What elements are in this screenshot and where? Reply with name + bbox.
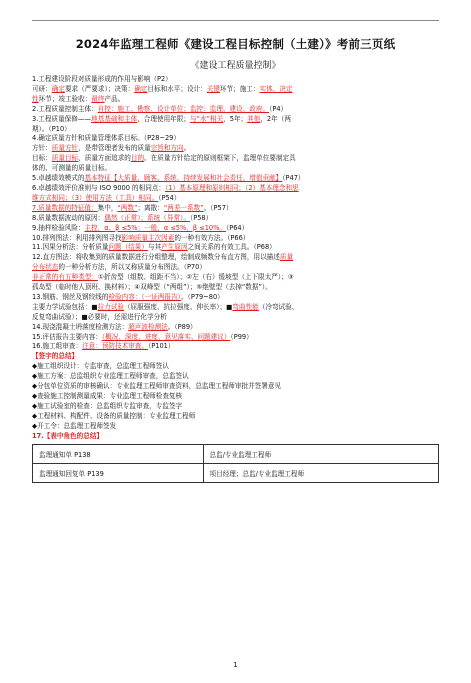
highlight-text: 其他 [247,114,261,123]
page-number: 1 [233,661,238,669]
text-span: 13.钢筋、钢丝及钢绞线的 [32,292,109,301]
text-span: 孤岛型（临时他人顶班、换材料）；④双峰型（“两组”）；⑤绝壁型（去掉“数据”）。 [32,283,272,292]
text-span: 3.工程质量保修—— [32,114,92,123]
text-line [32,224,439,234]
text-span: ◆施工试验室的检查：总监组织专监审查，专监签字 [32,401,183,410]
highlight-text: 问题（结果） [108,243,148,252]
text-span: 要求（严要求）；决策： [64,84,135,93]
text-span: 目标： [32,154,52,163]
text-span: ，是带管理者发布的质量 [78,144,151,153]
text-span: 。（P89） [167,322,197,331]
text-span: （P58） [189,213,213,222]
text-span: 集中， [97,203,118,212]
highlight-text: 实体、决定 [259,84,293,93]
text-span: （屈服强度、抗拉强度、伸长率）；■ [123,302,233,311]
highlight-text: 宗旨和方向 [150,144,184,153]
highlight-text: 自控：施工、勘察、设计单位；监控：监理、建设、政府。 [97,104,270,113]
text-line [32,372,439,382]
highlight-text: 偶然（正常）；系统（异常）。 [104,213,190,222]
text-span: 8.质量数据波动的原因： [32,213,105,222]
highlight-text: （1）基本原理和原则相同；（2）基本理念和思 [165,183,299,192]
text-line [32,134,439,144]
text-line [32,105,439,115]
text-span: 12.直方图法：将收集到的质量数据进行分组整理，绘制成频数分布直方图，用以描述 [32,253,280,262]
text-span: 。 [183,144,191,153]
text-span: ◆查验施工控制测量成果：专业监理工程师检查复核 [32,392,183,400]
text-span: 4.确定质量方针和质量管理体系目标。（P28~29） [32,134,180,143]
text-line [32,313,439,323]
highlight-text: （概况、深度、进度、意见落实、问题建议） [101,332,231,341]
text-span: （P64） [225,223,249,232]
text-span: 10.排列图法：利用排列图寻找 [32,233,122,242]
text-span: ◆分包单位资质的审核确认：专业监理工程师审查资料，总监理工程师审批并签署意见 [32,382,282,391]
highlight-text: 关键 [206,84,220,93]
text-span: 环节；施工： [219,84,260,93]
text-line [32,194,439,204]
highlight-text: 与“水”相关 [189,114,224,123]
highlight-text: 确定 [134,84,148,93]
text-span: ◆施工方案：总监组织专业监理工程师审查，总监签认 [32,372,189,381]
highlight-text: 质量 [279,253,294,262]
text-span: 15.评估报告主要内容： [32,332,102,341]
text-line [32,422,439,432]
roles-table [32,444,439,483]
text-span: 主要力学试验包括：■ [32,302,98,311]
text-line [32,402,439,412]
doc-cell: 监理通知单 P138 [33,444,204,463]
text-line [32,154,439,164]
text-line [32,214,439,224]
text-span: （P101） [148,342,175,351]
text-line [32,95,439,105]
text-span: 。（P57） [203,203,233,212]
text-line [32,342,439,352]
highlight-text: “两差一系数” [163,203,204,212]
highlight-text: 拉力试验 [97,302,124,311]
text-span: 方针： [32,144,52,153]
role-cell: 总监/专业监理工程师 [203,444,438,463]
text-line [32,392,439,402]
highlight-text: 质量目标 [51,154,79,163]
text-span: 16.施工组审查： [32,342,83,351]
text-line [32,382,439,392]
text-span: ，合理使用年限； [137,114,190,123]
text-line [32,293,439,303]
text-span: 6.卓越绩效评价准则与 ISO 9000 的相同点： [32,183,165,192]
text-span: 环节；竣工验收： [38,94,92,103]
highlight-text: 产生原因 [161,243,188,252]
text-span: ；离散： [137,203,164,212]
highlight-text: 影响质量主次因素 [121,233,175,242]
highlight-text: 7.质量数据的特征值： [32,203,98,212]
text-span: 。在质量方针给定的原则框架下，监理单位要制定具 [144,154,296,163]
text-line [32,75,439,85]
text-line [32,234,439,244]
text-line [32,125,439,135]
text-span: ◆施工组织设计：专监审查，总监理工程师签认 [32,362,169,371]
text-span: （P54） [158,193,181,202]
highlight-text: 注意：预防技术审查。 [82,342,148,351]
text-span: 。（P79~80） [180,292,224,301]
text-span: 可研： [32,84,52,93]
text-span: 期）。（P10） [32,124,71,133]
text-span: 11.因果分析法：分析质量 [32,243,109,252]
text-span: 产品。 [104,94,125,103]
text-span: ◆开工令：总监理工程师签发 [32,421,117,430]
text-span: 2.工程质量控制主体： [32,104,98,113]
text-line [32,323,439,333]
document-subtitle: 《建设工程质量控制》 [190,61,281,71]
text-span: 反复弯曲试验）；■必要时，还需进行化学分析 [32,312,167,321]
text-span: 的一种分析方法，所以又称质量分布图法。（P70） [58,263,206,272]
text-span: ，2年（两 [260,114,291,123]
text-span: 14.现浇混凝土坍落度检测方法： [32,322,129,331]
text-span: （P4） [269,104,288,113]
text-span: 目标和水平；设计： [147,84,207,93]
text-span: 体的、可测量的质量目标。 [32,164,112,173]
text-line [32,243,439,253]
table-row [33,463,439,482]
text-line [32,184,439,194]
text-span: （P47） [282,174,305,183]
highlight-text: 地基基础和主体 [91,114,138,123]
text-line [32,253,439,263]
text-line [32,412,439,422]
document-title: 2024年监理工程师《建设工程目标控制（土建）》考前三页纸 [75,37,396,51]
text-line [32,362,439,372]
highlight-text: 非正常的有五种类型： [32,273,98,282]
highlight-text: 目的 [130,154,145,163]
text-span: ①折齿型（组数、组距不当）；②左（右）缓坡型（上下限太严）；③ [97,273,294,282]
text-line [32,144,439,154]
table-row [33,444,439,463]
highlight-text: 超声波检测法 [128,322,168,331]
highlight-text: 弯曲性能 [232,302,259,311]
text-span: 5.卓越绩效模式的 [32,174,85,183]
text-span: 1.工程建设阶段对质量形成的作用与影响（P2） [32,75,172,83]
text-line [32,432,439,442]
text-span: ，5年； [223,114,248,123]
highlight-text: 维方式相同；（3）使用方法（工具）相同。 [32,193,159,202]
text-line [32,115,439,125]
role-cell: 项目经理；总监/专业监理工程师 [203,463,438,482]
section-heading: 17.【表中角色的总结】 [32,431,104,440]
text-line [32,352,439,362]
text-line [32,303,439,313]
text-span: （冷弯试验、 [258,302,299,311]
text-line [32,283,439,293]
highlight-text: 主控，α、β ≤5%；一般，α ≤5%，β ≤10%。 [84,223,226,232]
text-line [32,85,439,95]
content-lines [32,75,439,442]
text-span: 9.抽样检验风险： [32,223,85,232]
text-span: 的一种有效方法。（P66） [174,233,250,242]
highlight-text: 分布状态 [32,263,59,272]
text-span: （P99） [230,332,253,341]
highlight-text: 确定 [51,84,65,93]
highlight-text: 基本特征【大质量、顾客、系统、持续发展和社会责任、增值贡献】 [84,174,283,183]
text-span: 之间关系的有效工具。（P68） [187,243,276,252]
text-line [32,204,439,214]
text-span: 与其 [148,243,162,252]
doc-cell: 监理通知回复单 P139 [33,463,204,482]
section-heading: 【签字的总结】 [32,352,79,361]
highlight-text: “两数” [117,203,138,212]
text-span: ，质量方面追求的 [78,154,131,163]
text-line [32,164,439,174]
highlight-text: 最终 [91,94,105,103]
text-line [32,273,439,283]
text-line [32,174,439,184]
highlight-text: 质量方针 [51,144,79,153]
text-line [32,333,439,343]
text-line [32,263,439,273]
highlight-text: 检验内容：（一证两报告） [108,292,181,301]
text-span: ◆工程材料、构配件、设备的质量控制：专业监理工程师 [32,411,196,420]
header-rule [32,20,439,21]
highlight-text: 性 [32,94,39,103]
